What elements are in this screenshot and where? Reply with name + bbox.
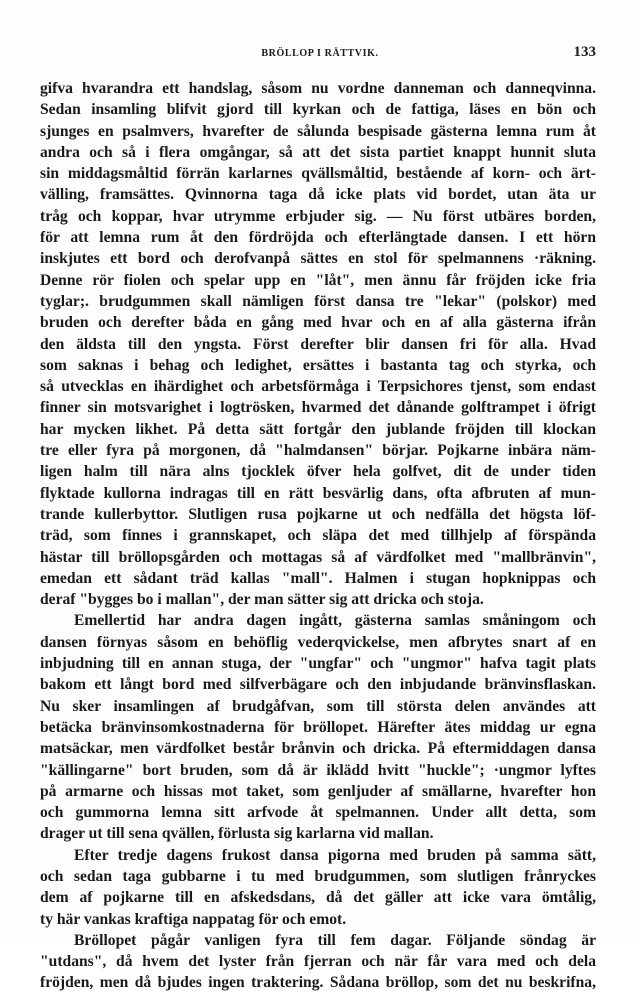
text-line: deraf "bygges bo i mallan", der man sätter sig att dricka och stoja. — [40, 591, 484, 609]
text-line: träd, som finnes i grannskapet, och släpa det med tillhjelp af förspända — [40, 527, 596, 545]
text-line: trande kullerbyttor. Slutligen rusa pojkarne ut och nedfälla det högsta löf- — [40, 505, 596, 523]
text-line: finner sin motsvarighet i logtrösken, hvarmed det dånande golftrampet i öfrigt — [40, 399, 596, 417]
text-line: "källingarne" bort bruden, som då är iklädd hvitt "huckle"; ·ungmor lyftes — [40, 761, 596, 779]
text-line: gifva hvarandra ett handslag, såsom nu vordne danneman och danneqvinna. — [40, 80, 596, 97]
text-line: emedan ett sådant träd kallas "mall". Halmen i stugan hopknippas och — [40, 569, 596, 587]
text-line: och sedan taga gubbarne i tu med brudgummen, som slutligen frånryckes — [40, 867, 596, 885]
text-line: ty här vankas kraftiga nappatag för och emot. — [40, 910, 347, 928]
text-line: Sedan insamling blifvit gjord till kyrkan och de fattiga, läses en bön och — [40, 101, 596, 119]
text-line: flyktade kullorna indragas till en rätt besvärlig dans, ofta afbruten af mun- — [40, 484, 596, 502]
text-line: Emellertid har andra dagen ingått, gästerna samlas småningom och — [74, 612, 596, 630]
text-line: Denne rör fiolen och spelar upp en "låt", men ännu får fröjden icke fria — [40, 271, 596, 289]
text-line: så utvecklas en ihärdighet och arbetsförmåga i Terpsichores tjenst, som endast — [40, 378, 596, 396]
text-line: tråg och koppar, hvar utrymme erbjuder sig. — Nu först utbäres borden, — [40, 207, 596, 225]
text-line: den äldsta till den yngsta. Först derefter blir dansen fri för alla. Hvad — [40, 335, 596, 353]
body-text — [40, 78, 596, 994]
text-line: Bröllopet pågår vanligen fyra till fem dagar. Följande söndag är — [74, 931, 596, 949]
text-line: dansen förnyas såsom en behöflig vederqvickelse, men afbrytes snart af en — [40, 633, 596, 651]
running-head — [0, 44, 640, 64]
text-line: tyglar;. brudgummen skall nämligen först dansa tre "lekar" (polskor) med — [40, 292, 596, 310]
text-line: dem af pojkarne till en afskedsdans, då det gäller att icke vara ömtålig, — [40, 889, 596, 907]
text-line: sjunges en psalmvers, hvarefter de sålunda bespisade gästerna lemna rum åt — [40, 122, 596, 140]
text-line: på armarne och hissas mot taket, som genljuder af smällarne, hvarefter hon — [40, 782, 596, 800]
text-line: matsäckar, men värdfolket består brånvin och dricka. På eftermiddagen dansa — [40, 740, 596, 758]
text-line: bakom ett långt bord med silfverbägare och den inbjudande bränvinsflaskan. — [40, 676, 596, 694]
text-line: Efter tredje dagens frukost dansa pigorna med bruden på samma sätt, — [74, 846, 596, 864]
text-line: sin middagsmåltid förrän karlarnes qvällsmåltid, bestående af korn- och ärt- — [40, 165, 596, 183]
text-line: för att lemna rum åt den fördröjda och efterlängtade dansen. I ett hörn — [40, 229, 596, 247]
page-number: 133 — [573, 44, 596, 60]
text-line: som saknas i behag och ledighet, ersättes i bastanta tag och styrka, och — [40, 356, 596, 374]
text-line: drager ut till sena qvällen, förlusta sig karlarna vid mallan. — [40, 825, 434, 843]
text-line: hästar till bröllopsgården och mottagas så af värdfolket med "mallbränvin", — [40, 548, 596, 566]
running-title: BRÖLLOP I RÄTTVIK. — [261, 48, 379, 59]
text-line: betäcka bränvinsomkostnaderna för bröllopet. Härefter ätes middag ur egna — [40, 718, 596, 736]
text-line: andra och så i flera omgångar, så att det sista partiet knappt hunnit sluta — [40, 143, 596, 161]
text-line: fröjden, men då bjudes ingen traktering. Sådana bröllop, som det nu beskrifna, — [40, 974, 596, 992]
text-line: bruden och derefter båda en gång med hvar och en af alla gästerna ifrån — [40, 314, 596, 332]
text-line: och gummorna lemna sitt arfvode åt spelmannen. Under allt detta, som — [40, 804, 596, 822]
text-line: välling, framsättes. Qvinnorna taga då icke plats vid bordet, utan äta ur — [40, 186, 596, 204]
text-line: ligen halm till nära alns tjocklek öfver hela golfvet, dit de under tiden — [40, 463, 596, 481]
text-line: har mycken likhet. På detta sätt fortgår den jublande fröjden till klockan — [40, 420, 596, 438]
text-line: inskjutes ett bord och derofvanpå sättes en stol för spelmannens ·räkning. — [40, 250, 596, 268]
text-line: "utdans", då hvem det lyster från fjerran och när får vara med och dela — [40, 953, 596, 971]
text-line: inbjudning till en annan stuga, der "ungfar" och "ungmor" hafva tagit plats — [40, 655, 596, 673]
text-line: tre eller fyra på morgonen, då "halmdansen" börjar. Pojkarne inbära näm- — [40, 442, 596, 460]
text-line: Nu sker insamlingen af brudgåfvan, som till största delen användes att — [40, 697, 596, 715]
